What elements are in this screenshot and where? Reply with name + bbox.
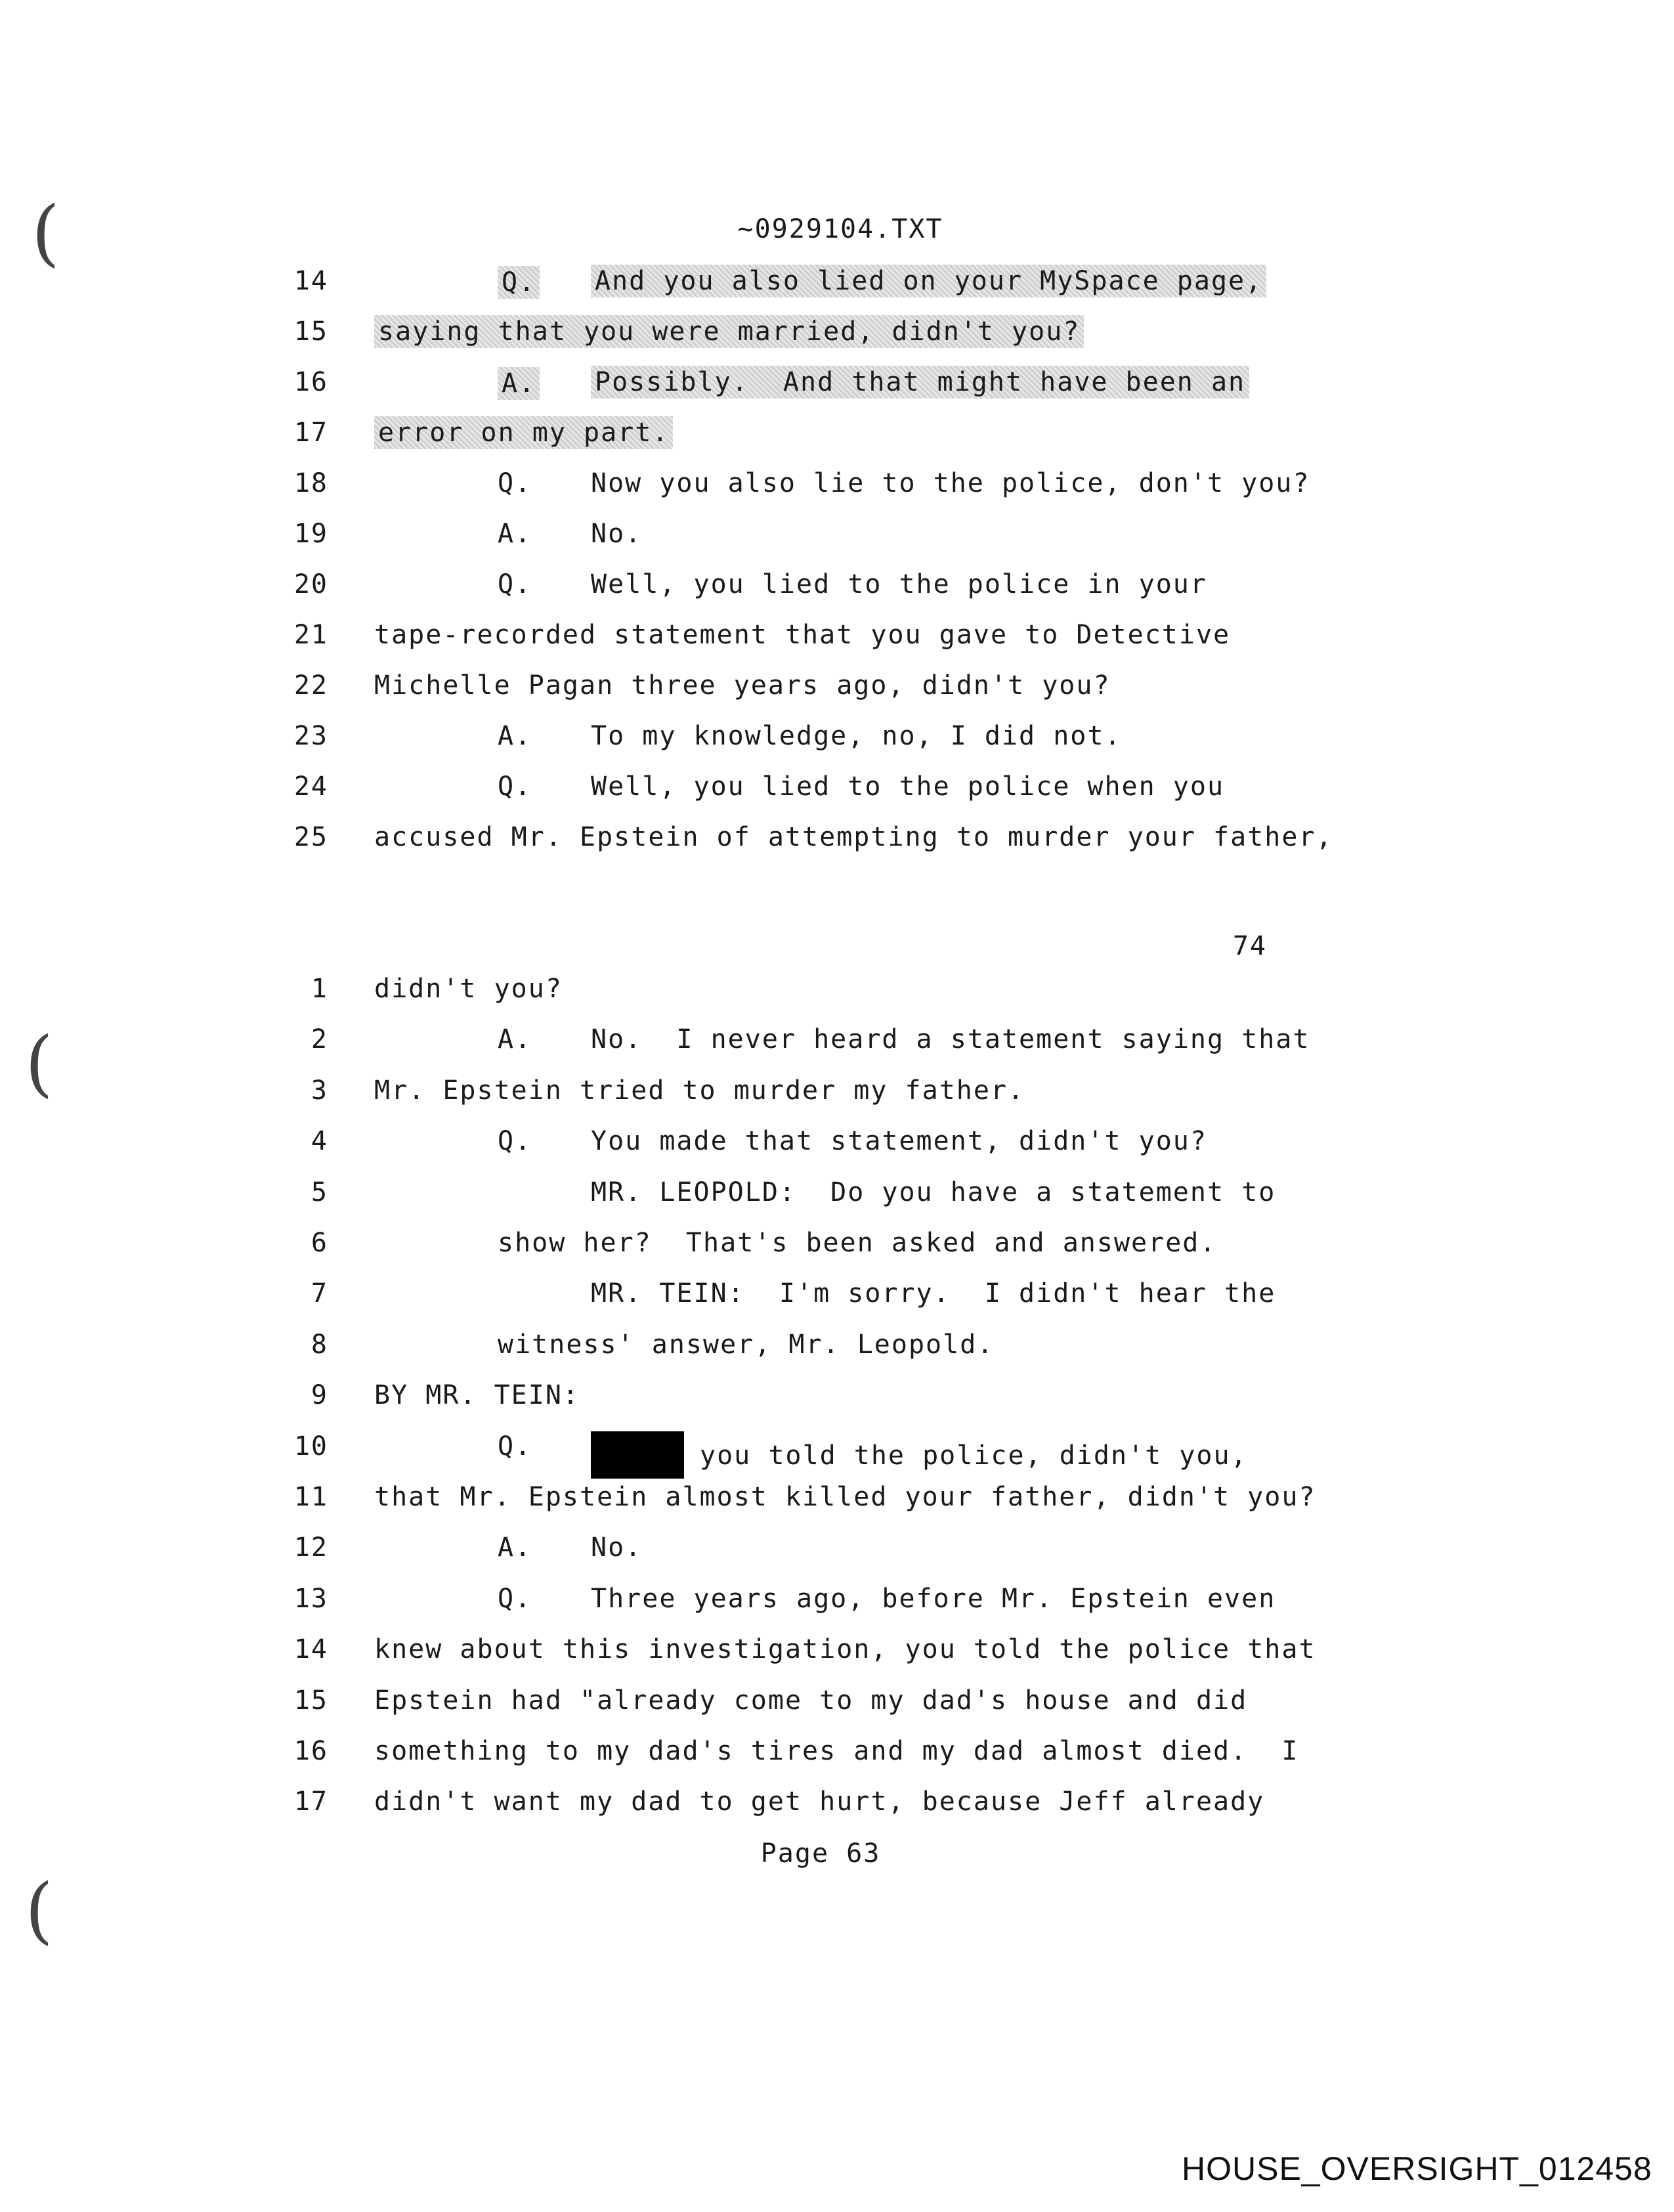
line-content: Three years ago, before Mr. Epstein even: [591, 1583, 1276, 1614]
transcript-line: [0, 1584, 1674, 1630]
line-number: 10: [293, 1431, 328, 1462]
transcript-line: [0, 519, 1674, 565]
transcript-line: [0, 1177, 1674, 1223]
speaker-marker: A.: [498, 367, 540, 400]
line-text: [374, 1075, 1025, 1106]
line-content: knew about this investigation, you told the police that: [374, 1634, 1316, 1665]
transcript-line: [0, 1380, 1674, 1426]
line-text: [591, 468, 1310, 498]
line-text: [591, 519, 642, 549]
transcript-line: [0, 1126, 1674, 1172]
line-text: [591, 771, 1224, 802]
line-content: show her? That's been asked and answered.: [498, 1228, 1217, 1258]
transcript-line: [0, 1075, 1674, 1121]
speaker-marker: Q.: [498, 266, 540, 299]
line-content: Mr. Epstein tried to murder my father.: [374, 1075, 1025, 1106]
line-content: tape-recorded statement that you gave to Detective: [374, 620, 1231, 650]
line-content: you told the police, didn't you,: [700, 1440, 1248, 1471]
line-content: error on my part.: [374, 416, 673, 449]
speaker-marker: Q.: [498, 771, 532, 802]
line-content: something to my dad's tires and my dad almost died. I: [374, 1736, 1299, 1766]
line-content: No.: [591, 519, 643, 549]
transcript-line: [0, 822, 1674, 868]
line-number: 16: [293, 1736, 328, 1766]
line-number: 5: [311, 1177, 328, 1207]
line-text: [498, 1330, 994, 1360]
transcript-line: [0, 1330, 1674, 1376]
line-text: [591, 1584, 1276, 1614]
transcript-line: [0, 721, 1674, 767]
line-text: [374, 670, 1111, 701]
line-number: 14: [293, 266, 328, 296]
line-content: No.: [591, 1532, 643, 1563]
speaker-marker: A.: [498, 1024, 532, 1055]
line-number: 11: [293, 1482, 328, 1512]
speaker-marker: A.: [498, 721, 532, 751]
line-content: No. I never heard a statement saying that: [591, 1024, 1310, 1055]
line-text: [591, 721, 1122, 751]
page-label: Page 63: [760, 1838, 881, 1869]
document-filename: ~0929104.TXT: [737, 214, 943, 244]
line-text: [374, 620, 1230, 650]
line-number: 20: [293, 569, 328, 599]
transcript-line: [0, 418, 1674, 464]
speaker-marker: Q.: [498, 569, 532, 599]
line-text: [374, 418, 673, 448]
line-text: [591, 266, 1266, 296]
line-text: [374, 1736, 1298, 1766]
transcript-line: [0, 266, 1674, 312]
line-text: [374, 316, 1084, 347]
transcript-line: [0, 1634, 1674, 1680]
line-content: accused Mr. Epstein of attempting to murder your father,: [374, 822, 1333, 852]
line-content: saying that you were married, didn't you?: [374, 315, 1084, 348]
line-number: 24: [293, 771, 328, 802]
transcript-line: [0, 1685, 1674, 1731]
line-number: 4: [311, 1126, 328, 1157]
line-content: that Mr. Epstein almost killed your father, didn't you?: [374, 1482, 1316, 1512]
line-number: 1: [311, 974, 328, 1004]
line-text: [591, 1532, 642, 1563]
transcript-line: [0, 620, 1674, 666]
line-number: 22: [293, 670, 328, 701]
speaker-marker: Q.: [498, 1126, 532, 1157]
bates-number: HOUSE_OVERSIGHT_012458: [1182, 2150, 1652, 2187]
line-text: [374, 822, 1333, 852]
line-content: witness' answer, Mr. Leopold.: [498, 1329, 995, 1360]
punch-hole-mark: (: [32, 190, 60, 274]
line-number: 15: [293, 1685, 328, 1716]
transcript-line: [0, 316, 1674, 362]
line-text: [374, 1787, 1264, 1817]
line-text: [591, 1278, 1276, 1309]
line-text: [374, 974, 563, 1004]
line-content: Michelle Pagan three years ago, didn't you?: [374, 670, 1111, 701]
redaction-block: [591, 1431, 684, 1479]
line-text: [591, 569, 1207, 599]
line-content: Epstein had "already come to my dad's house and did: [374, 1685, 1248, 1716]
transcript-line: [0, 1482, 1674, 1528]
line-number: 14: [293, 1634, 328, 1665]
line-number: 16: [293, 367, 328, 397]
line-number: 23: [293, 721, 328, 751]
punch-hole-mark: (: [25, 1021, 53, 1105]
line-content: Now you also lie to the police, don't you?: [591, 468, 1310, 498]
transcript-page-number: 74: [1232, 931, 1267, 961]
line-text: [591, 1024, 1310, 1054]
line-text: [374, 1482, 1316, 1512]
line-number: 15: [293, 316, 328, 347]
line-content: You made that statement, didn't you?: [591, 1126, 1207, 1157]
line-content: didn't you?: [374, 974, 563, 1004]
line-number: 12: [293, 1532, 328, 1563]
line-content: And you also lied on your MySpace page,: [591, 265, 1266, 297]
transcript-line: [0, 1024, 1674, 1070]
line-text: [591, 1177, 1276, 1207]
transcript-line: [0, 1278, 1674, 1324]
speaker-marker: Q.: [498, 468, 532, 498]
line-content: MR. LEOPOLD: Do you have a statement to: [591, 1177, 1276, 1207]
line-text: [591, 367, 1249, 397]
line-text: [591, 1431, 1248, 1479]
line-number: 17: [293, 1787, 328, 1817]
line-content: didn't want my dad to get hurt, because Jeff already: [374, 1787, 1265, 1817]
punch-hole-mark: (: [25, 1868, 53, 1952]
line-content: To my knowledge, no, I did not.: [591, 721, 1122, 751]
line-content: BY MR. TEIN:: [374, 1380, 580, 1411]
line-text: [374, 1634, 1316, 1664]
speaker-marker: Q.: [498, 1431, 532, 1462]
speaker-marker: A.: [498, 1532, 532, 1563]
line-number: 7: [311, 1278, 328, 1309]
line-text: [498, 1228, 1216, 1258]
transcript-line: [0, 569, 1674, 615]
line-number: 2: [311, 1024, 328, 1055]
line-number: 6: [311, 1228, 328, 1258]
transcript-line: [0, 367, 1674, 413]
line-text: [591, 1126, 1207, 1156]
line-number: 17: [293, 418, 328, 448]
transcript-line: [0, 771, 1674, 817]
transcript-line: [0, 974, 1674, 1020]
transcript-line: [0, 1532, 1674, 1578]
line-number: 19: [293, 519, 328, 549]
line-number: 21: [293, 620, 328, 650]
transcript-line: [0, 1228, 1674, 1274]
line-text: [374, 1380, 580, 1410]
line-number: 3: [311, 1075, 328, 1106]
line-number: 9: [311, 1380, 328, 1411]
speaker-marker: Q.: [498, 1583, 532, 1614]
transcript-line: [0, 1431, 1674, 1477]
transcript-line: [0, 1787, 1674, 1832]
line-number: 25: [293, 822, 328, 852]
transcript-line: [0, 468, 1674, 514]
line-number: 13: [293, 1583, 328, 1614]
speaker-marker: A.: [498, 519, 532, 549]
line-number: 8: [311, 1329, 328, 1360]
line-number: 18: [293, 468, 328, 498]
line-content: Possibly. And that might have been an: [591, 366, 1249, 399]
transcript-line: [0, 1736, 1674, 1782]
line-content: MR. TEIN: I'm sorry. I didn't hear the: [591, 1278, 1276, 1309]
line-content: Well, you lied to the police when you: [591, 771, 1225, 802]
transcript-line: [0, 670, 1674, 716]
line-content: Well, you lied to the police in your: [591, 569, 1207, 599]
line-text: [374, 1685, 1247, 1716]
